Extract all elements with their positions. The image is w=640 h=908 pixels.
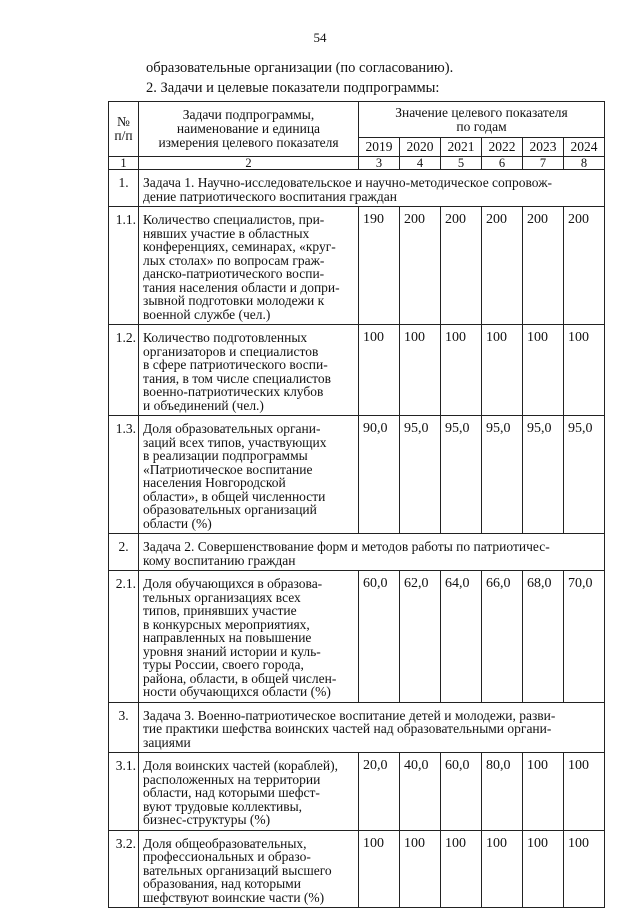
task-text-line: тие практики шефства воинских частей над образовательными органи- [143, 721, 552, 737]
indicator-name-line: образовательных организаций [143, 502, 317, 518]
indicator-name-line: Доля обучающихся в образова- [143, 576, 323, 592]
column-index: 1 [109, 156, 139, 170]
indicator-name-line: Доля образовательных органи- [143, 421, 321, 437]
column-index: 7 [523, 156, 564, 170]
indicator-name-line: области (%) [143, 515, 212, 531]
indicator-value: 60,0 [359, 571, 400, 703]
column-index: 4 [400, 156, 441, 170]
indicator-name-line: тания населения области и допри- [143, 279, 340, 295]
indicator-name-line: «Патриотическое воспитание [143, 461, 313, 477]
indicator-value: 68,0 [523, 571, 564, 703]
task-text [139, 170, 605, 207]
indicator-value: 100 [482, 325, 523, 416]
indicator-name-line: Доля воинских частей (кораблей), [143, 758, 338, 774]
indicator-name [139, 325, 359, 416]
indicator-name-line: туры России, своего города, [143, 657, 304, 673]
indicator-number: 3.2. [109, 830, 139, 908]
indicator-value: 100 [564, 325, 605, 416]
indicator-value: 70,0 [564, 571, 605, 703]
indicator-value: 90,0 [359, 416, 400, 534]
column-index: 2 [139, 156, 359, 170]
indicator-name-line: в конкурсных мероприятиях, [143, 616, 310, 632]
year-header: 2021 [441, 138, 482, 157]
column-index: 8 [564, 156, 605, 170]
indicator-name-line: района, области, в общей числен- [143, 670, 337, 686]
indicator-name-line: области», в общей численности [143, 488, 326, 504]
indicator-row [109, 830, 605, 908]
task-text [139, 702, 605, 753]
indicator-name-line: военной службе (чел.) [143, 306, 271, 322]
indicator-number: 2.1. [109, 571, 139, 703]
task-text-line: Задача 1. Научно-исследовательское и научно-методическое сопровож- [143, 175, 553, 191]
indicator-name-line: нявших участие в областных [143, 225, 310, 241]
indicator-name-line: направленных на повышение [143, 630, 312, 646]
indicator-row [109, 571, 605, 703]
indicator-value: 95,0 [400, 416, 441, 534]
indicator-name-line: уровня знаний истории и куль- [143, 643, 321, 659]
header-num: № п/п [109, 102, 139, 157]
indicator-value: 80,0 [482, 753, 523, 831]
indicator-value: 20,0 [359, 753, 400, 831]
indicator-value: 100 [400, 830, 441, 908]
indicator-number: 1.3. [109, 416, 139, 534]
indicator-name-line: данско-патриотического воспи- [143, 266, 325, 282]
year-header: 2023 [523, 138, 564, 157]
header-tasks: Задачи подпрограммы, наименование и единица измерения целевого показателя [139, 102, 359, 157]
indicator-value: 100 [523, 753, 564, 831]
column-index: 3 [359, 156, 400, 170]
indicator-name-line: Количество подготовленных [143, 330, 308, 346]
indicator-name-line: лых столах» по вопросам граж- [143, 252, 325, 268]
task-row [109, 534, 605, 571]
indicator-name-line: расположенных на территории [143, 771, 321, 787]
indicator-value: 95,0 [482, 416, 523, 534]
indicator-number: 1.2. [109, 325, 139, 416]
indicator-value: 40,0 [400, 753, 441, 831]
indicator-value: 100 [482, 830, 523, 908]
indicator-value: 100 [441, 830, 482, 908]
indicator-row [109, 753, 605, 831]
indicator-value: 62,0 [400, 571, 441, 703]
indicator-name [139, 207, 359, 325]
task-number: 3. [109, 702, 139, 753]
indicator-row [109, 207, 605, 325]
intro-line: образовательные организации (по согласованию). [146, 60, 454, 76]
indicator-name-line: конференциях, семинарах, «круг- [143, 239, 336, 255]
indicator-name-line: ности обучающихся области (%) [143, 684, 331, 700]
indicator-value: 100 [441, 325, 482, 416]
indicator-name-line: профессиональных и образо- [143, 849, 311, 865]
column-index: 6 [482, 156, 523, 170]
indicator-name-line: типов, принявших участие [143, 603, 297, 619]
year-header: 2024 [564, 138, 605, 157]
indicator-value: 200 [523, 207, 564, 325]
indicator-row [109, 416, 605, 534]
header-values: Значение целевого показателя по годам [359, 102, 605, 138]
indicator-value: 190 [359, 207, 400, 325]
indicator-value: 100 [359, 325, 400, 416]
task-text-line: зациями [143, 734, 191, 750]
year-header: 2020 [400, 138, 441, 157]
indicator-name-line: организаторов и специалистов [143, 343, 319, 359]
indicator-value: 100 [523, 830, 564, 908]
indicator-value: 64,0 [441, 571, 482, 703]
indicator-name-line: вательных организаций высшего [143, 862, 332, 878]
indicator-name-line: бизнес-структуры (%) [143, 812, 271, 828]
indicator-value: 66,0 [482, 571, 523, 703]
indicator-number: 3.1. [109, 753, 139, 831]
indicator-row [109, 325, 605, 416]
indicator-value: 200 [400, 207, 441, 325]
indicator-name-line: Количество специалистов, при- [143, 212, 325, 228]
indicator-value: 200 [564, 207, 605, 325]
year-header: 2019 [359, 138, 400, 157]
indicator-name-line: населения Новгородской [143, 475, 286, 491]
task-row [109, 702, 605, 753]
indicator-name-line: тельных организациях всех [143, 589, 301, 605]
indicator-name [139, 571, 359, 703]
indicator-value: 100 [400, 325, 441, 416]
indicator-name-line: заций всех типов, участвующих [143, 434, 327, 450]
task-row [109, 170, 605, 207]
indicator-name-line: шефствуют воинские части (%) [143, 889, 325, 905]
header-row [109, 102, 605, 138]
indicator-value: 100 [359, 830, 400, 908]
indicator-name-line: зывной подготовки молодежи к [143, 293, 325, 309]
indicator-value: 95,0 [523, 416, 564, 534]
task-text-line: Задача 3. Военно-патриотическое воспитание детей и молодежи, разви- [143, 707, 556, 723]
indicator-name-line: военно-патриотических клубов [143, 384, 324, 400]
targets-table [108, 101, 605, 908]
indicator-name [139, 753, 359, 831]
task-text-line: кому воспитанию граждан [143, 552, 296, 568]
section-title: 2. Задачи и целевые показатели подпрограммы: [146, 80, 440, 96]
indicator-name-line: вуют трудовые коллективы, [143, 798, 303, 814]
indicator-value: 100 [523, 325, 564, 416]
indicator-value: 95,0 [564, 416, 605, 534]
task-number: 2. [109, 534, 139, 571]
indicator-value: 95,0 [441, 416, 482, 534]
indicator-name-line: тания, в том числе специалистов [143, 370, 332, 386]
indicator-value: 100 [564, 830, 605, 908]
indicator-name [139, 830, 359, 908]
indicator-number: 1.1. [109, 207, 139, 325]
column-index-row [109, 156, 605, 170]
page-number: 54 [313, 30, 327, 45]
indicator-name-line: области, над которыми шефст- [143, 785, 320, 801]
year-header: 2022 [482, 138, 523, 157]
indicator-name [139, 416, 359, 534]
indicator-name-line: в реализации подпрограммы [143, 448, 308, 464]
task-text-line: Задача 2. Совершенствование форм и методов работы по патриотичес- [143, 539, 550, 555]
indicator-value: 200 [482, 207, 523, 325]
column-index: 5 [441, 156, 482, 170]
task-text-line: дение патриотического воспитания граждан [143, 188, 397, 204]
indicator-value: 100 [564, 753, 605, 831]
task-text [139, 534, 605, 571]
indicator-value: 200 [441, 207, 482, 325]
indicator-name-line: в сфере патриотического воспи- [143, 357, 328, 373]
indicator-value: 60,0 [441, 753, 482, 831]
indicator-name-line: Доля общеобразовательных, [143, 835, 307, 851]
task-number: 1. [109, 170, 139, 207]
indicator-name-line: образования, над которыми [143, 876, 301, 892]
indicator-name-line: и объединений (чел.) [143, 397, 264, 413]
